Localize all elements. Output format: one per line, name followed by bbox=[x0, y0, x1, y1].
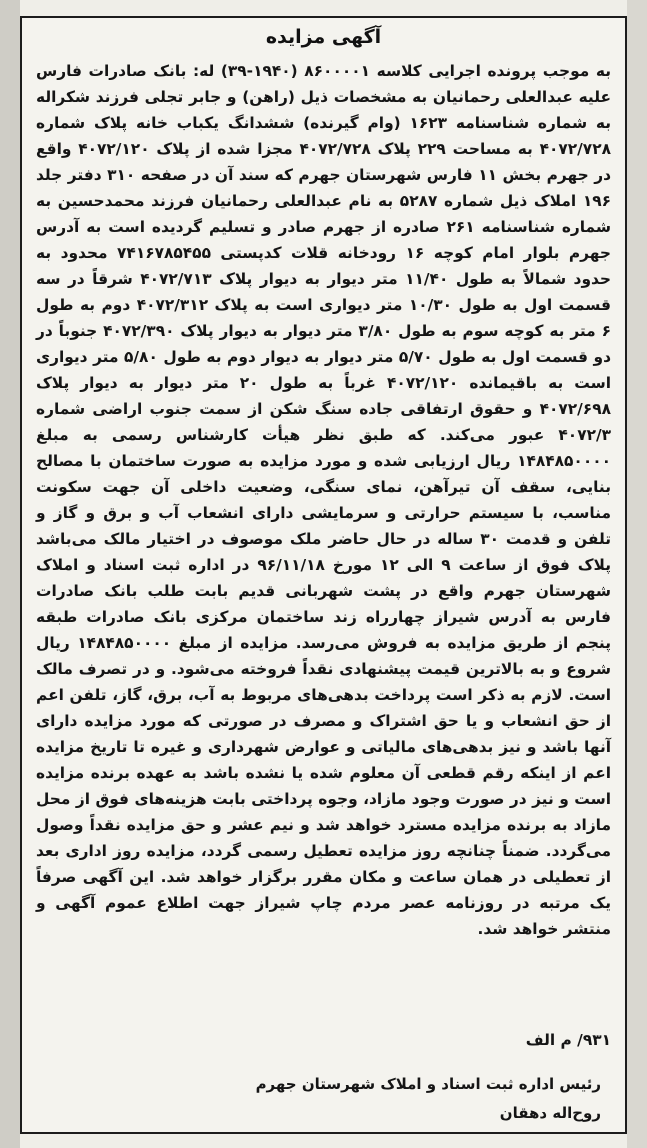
notice-code: ۹۳۱/ م الف bbox=[525, 1031, 611, 1049]
signature-block bbox=[256, 1070, 601, 1128]
auction-notice bbox=[20, 16, 627, 1134]
signature-title: رئیس اداره ثبت اسناد و املاک شهرستان جهرم bbox=[255, 1075, 601, 1093]
signature-name: روح‌اله دهقان bbox=[499, 1104, 601, 1122]
right-margin-strip bbox=[627, 0, 647, 1148]
notice-body: به موجب پرونده اجرایی کلاسه ۸۶۰۰۰۰۱ (۱۹۴۰-۳۹) له: بانک صادرات فارس علیه عبدالعلی رحمانیان به مشخصات ذیل (راهن) و جابر تجلی فرزند شکراله به شماره شناسنامه ۱۶۲۳ (وام گیرنده) ششدانگ یکباب خانه پلاک شماره ۴۰۷۲/۷۲۸ به مساحت ۲۲۹ پلاک ۴۰۷۲/۷۲۸ مجزا شده از پلاک ۴۰۷۲/۱۲۰ واقع در جهرم بخش ۱۱ فارس شهرستان جهرم که سند آن در صفحه ۳۱۰ دفتر جلد ۱۹۶ املاک ذیل شماره ۵۲۸۷ به نام عبدالعلی رحمانیان فرزند محمدحسین به شماره شناسنامه ۲۶۱ صادره از جهرم صادر و تسلیم گردیده است به آدرس جهرم بلوار امام کوچه ۱۶ رودخانه قلات کدپستی ۷۴۱۶۷۸۵۴۵۵ محدود به حدود شمالاً به طول ۱۱/۴۰ متر دیوار به دیوار پلاک ۴۰۷۲/۷۱۳ شرقاً در سه قسمت اول به طول ۱۰/۳۰ متر دیواری است به پلاک ۴۰۷۲/۳۱۲ دوم به طول ۶ متر به کوچه سوم به طول ۳/۸۰ متر دیوار به دیوار پلاک ۴۰۷۲/۳۹۰ جنوباً در دو قسمت اول به طول ۵/۷۰ متر دیوار به دیوار دوم به طول ۵/۸۰ متر دیواری است به باقیمانده ۴۰۷۲/۱۲۰ غرباً به طول ۲۰ متر دیوار به دیوار پلاک ۴۰۷۲/۶۹۸ و حقوق ارتفاقی جاده سنگ شکن از سمت جنوب اراضی شماره ۴۰۷۲/۳ عبور می‌کند. که طبق نظر هیأت کارشناس رسمی به مبلغ ۱۴۸۴۸۵۰۰۰۰ ریال ارزیابی شده و مورد مزایده به صورت ساختمان با مصالح بنایی، سقف آن تیرآهن، نمای سنگی، وضعیت داخلی آن جهت سکونت مناسب، با سیستم حرارتی و سرمایشی دارای انشعاب آب و برق و گاز و تلفن و قدمت ۳۰ ساله در حال حاضر ملک موصوف در اختیار مالک می‌باشد پلاک فوق از ساعت ۹ الی ۱۲ مورخ ۹۶/۱۱/۱۸ در اداره ثبت اسناد و املاک شهرستان جهرم واقع در پشت شهربانی قدیم بابت طلب بانک صادرات فارس به آدرس شیراز چهارراه زند ساختمان مرکزی بانک صادرات طبقه پنجم از طریق مزایده به فروش می‌رسد. مزایده از مبلغ ۱۴۸۴۸۵۰۰۰۰ ریال شروع و به بالاترین قیمت پیشنهادی نقداً فروخته می‌شود. و در تصرف مالک است. لازم به ذکر است پرداخت بدهی‌های مربوط به آب، برق، گاز، تلفن اعم از حق انشعاب و یا حق اشتراک و مصرف در صورتی که مورد مزایده دارای آنها باشد و نیز بدهی‌های مالیاتی و عوارض شهرداری و غیره تا تاریخ مزایده اعم از اینکه رقم قطعی آن معلوم شده یا نشده باشد به عهده برنده مزایده است و نیز در صورت وجود مازاد، وجوه پرداختی بابت هزینه‌های فوق از محل مازاد به برنده مزایده مسترد خواهد شد و نیم عشر و حق مزایده نقداً وصول می‌گردد. ضمناً چنانچه روز مزایده تعطیل رسمی گردد، مزایده روز اداری بعد از تعطیلی در همان ساعت و مکان مقرر برگزار خواهد شد. این آگهی صرفاً یک مرتبه در روزنامه عصر مردم چاپ شیراز جهت اطلاع عموم آگهی و منتشر خواهد شد. bbox=[36, 62, 612, 938]
notice-title: آگهی مزایده bbox=[265, 26, 382, 48]
left-margin-strip bbox=[0, 0, 20, 1148]
